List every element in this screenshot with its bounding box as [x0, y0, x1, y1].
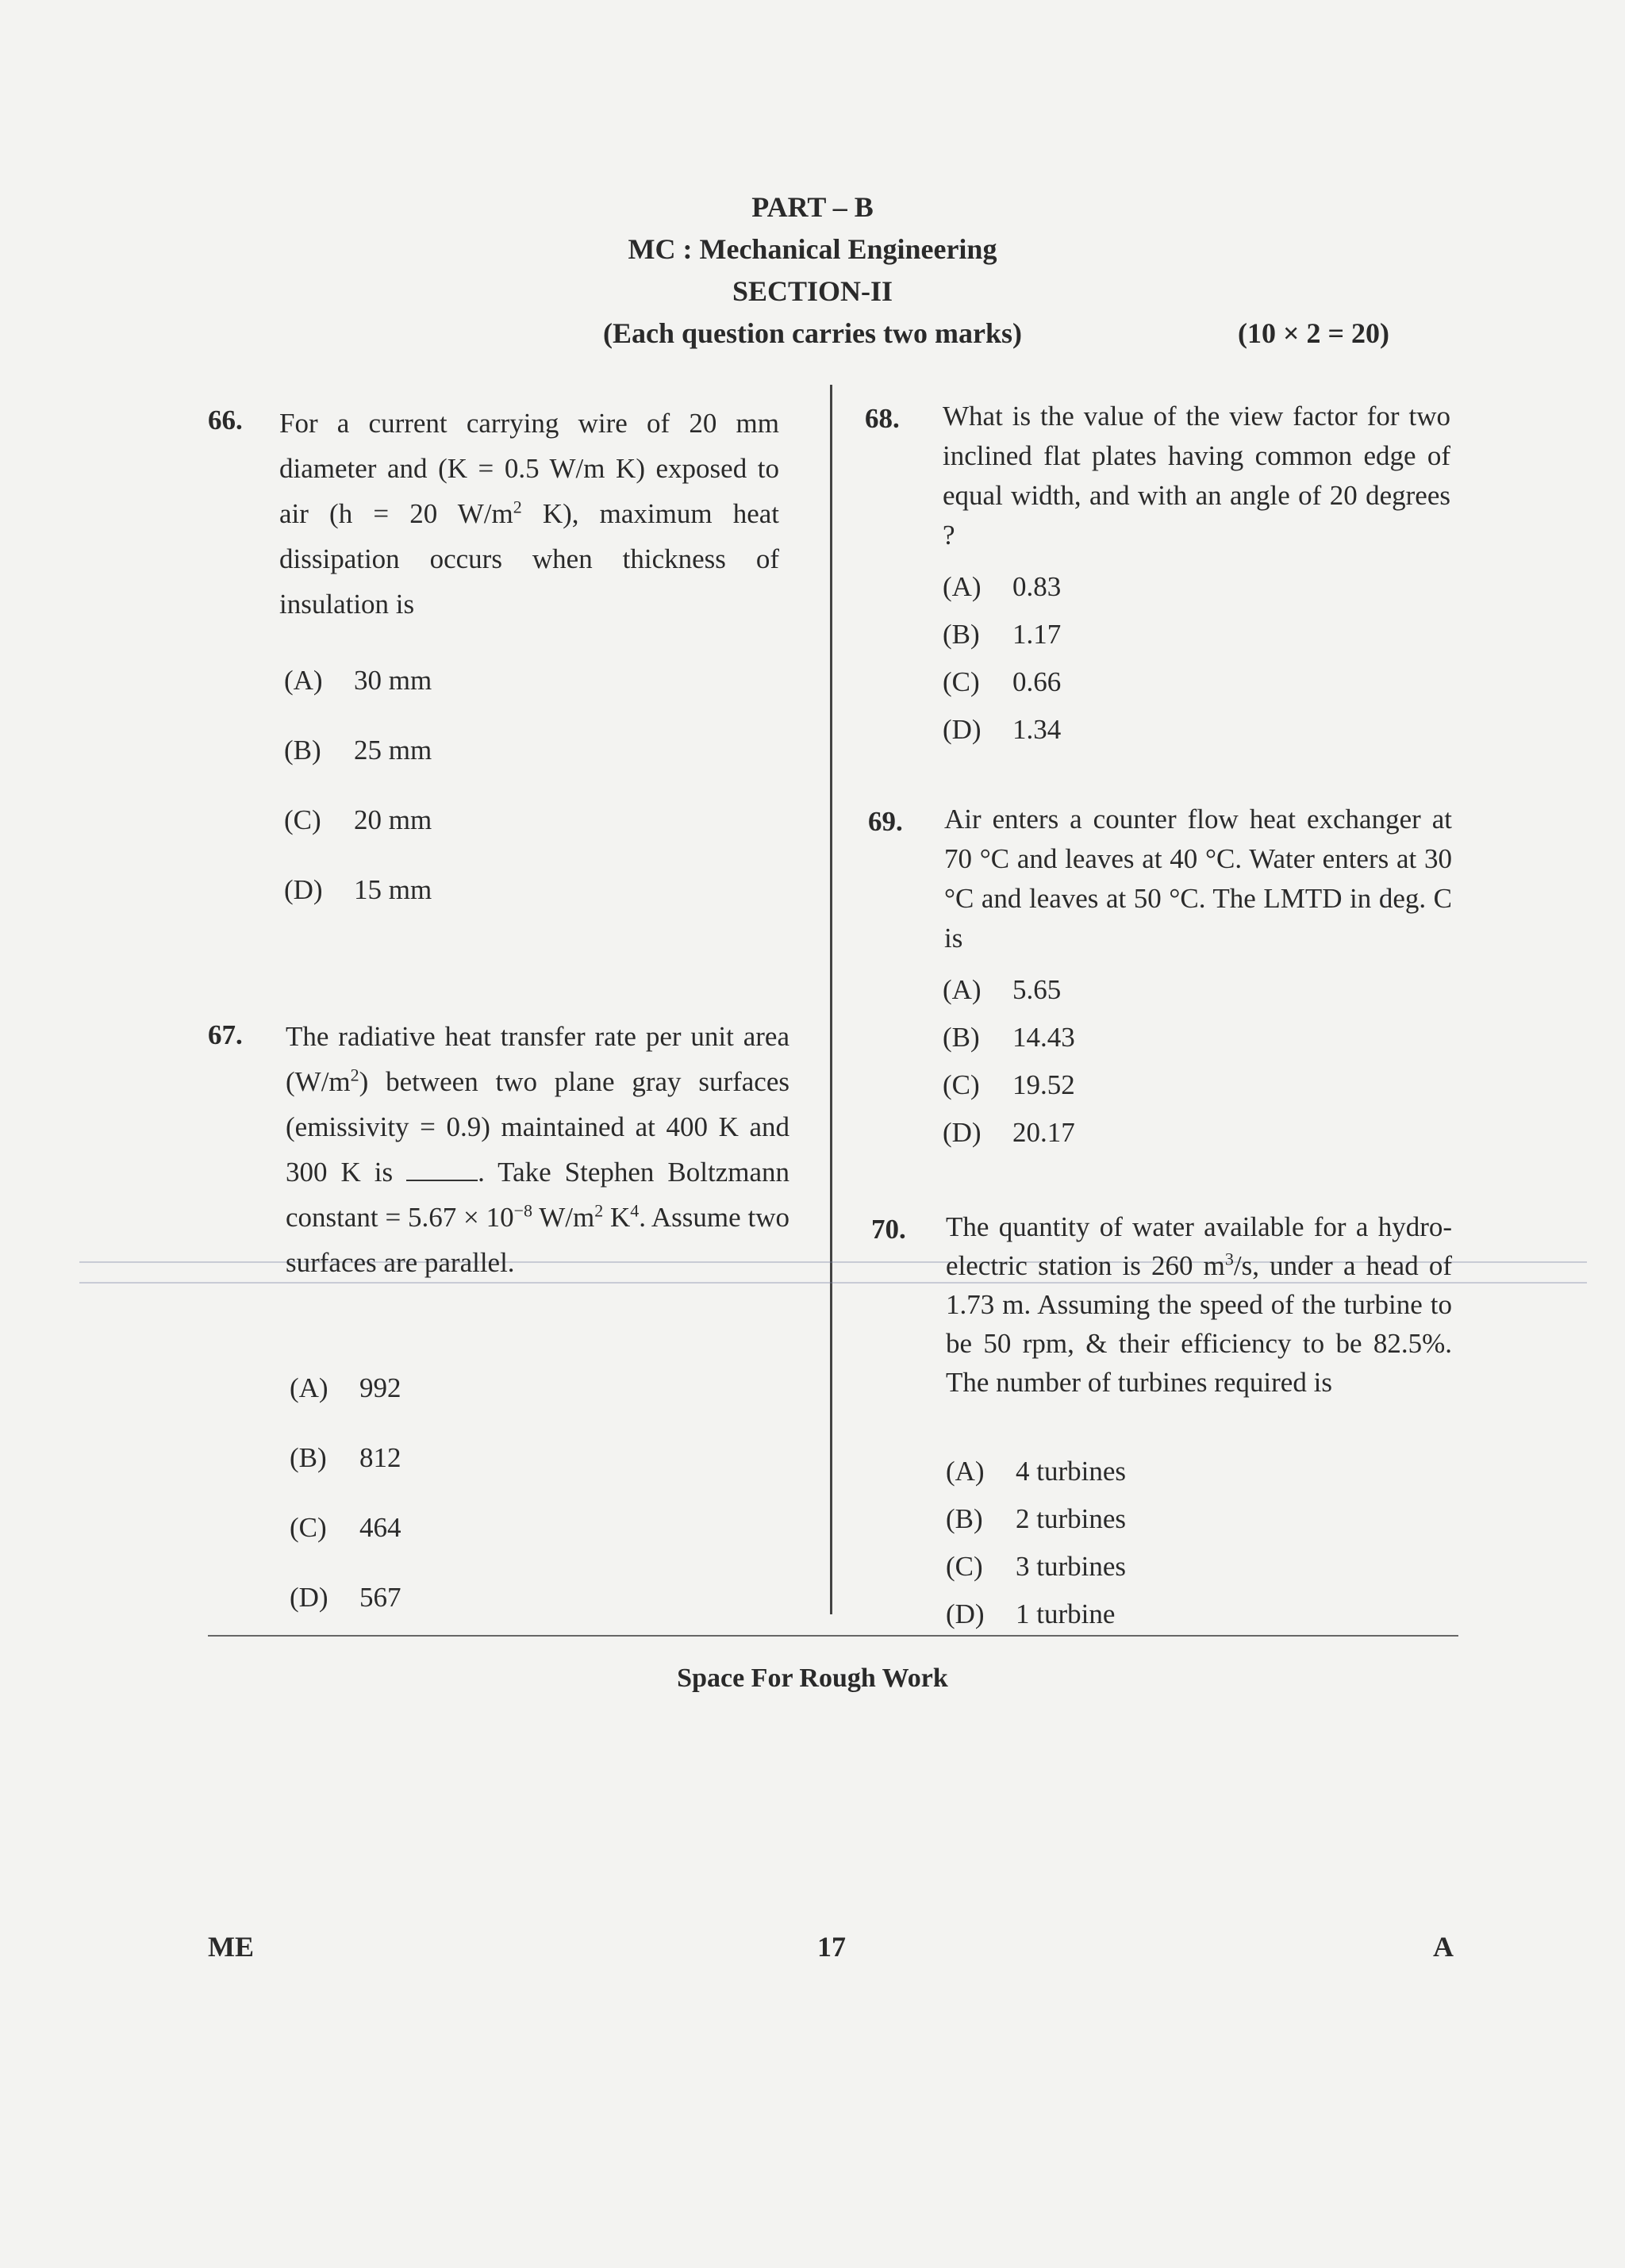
marks-instruction: (Each question carries two marks) — [603, 317, 1022, 349]
option-d[interactable]: (D) 15 mm — [284, 874, 432, 905]
series-code: A — [1433, 1931, 1454, 1963]
question-number: 66. — [208, 405, 243, 436]
option-d[interactable]: (D) 567 — [290, 1582, 401, 1613]
marks-total: (10 × 2 = 20) — [1238, 317, 1390, 349]
option-a[interactable]: (A) 0.83 — [943, 571, 1062, 602]
option-b[interactable]: (B) 1.17 — [943, 619, 1062, 650]
option-a[interactable]: (A) 4 turbines — [946, 1456, 1127, 1487]
option-b[interactable]: (B) 25 mm — [284, 735, 432, 766]
option-c[interactable]: (C) 19.52 — [943, 1069, 1075, 1100]
section-heading: SECTION-II — [732, 275, 893, 307]
question-66-text: For a current carrying wire of 20 mm diameter and (K = 0.5 W/m K) exposed to air (h = 20 $W/m^2$ K), maximum heat dissipation occurs when thickness of insulation is — [279, 408, 779, 620]
paper-code: ME — [208, 1931, 254, 1963]
option-a[interactable]: (A) 30 mm — [284, 665, 432, 696]
question-70-text: The quantity of water available for a hydro-electric station is 260 $m^3/s$, under a head of 1.73 m. Assuming the speed of the turbine to be 50 rpm, & their efficiency to be 82.5%. The number of turbines required is — [946, 1211, 1452, 1398]
rough-work-label: Space For Rough Work — [677, 1664, 948, 1693]
option-b[interactable]: (B) 14.43 — [943, 1022, 1075, 1053]
answer-blank — [406, 1157, 478, 1181]
option-c[interactable]: (C) 0.66 — [943, 666, 1062, 697]
question-67-text: The radiative heat transfer rate per unit area $(W/m^2)$ between two plane gray surfaces (emissivity = 0.9) maintained at 400 K and 300 K is . Take Stephen Boltzmann constant = $5.67 \times 10^{-8}$ $W/m^2$ $K^4$. Assume two surfaces are parallel. — [286, 1021, 789, 1278]
option-b[interactable]: (B) 812 — [290, 1442, 401, 1473]
option-d[interactable]: (D) 1 turbine — [946, 1598, 1116, 1629]
option-b[interactable]: (B) 2 turbines — [946, 1503, 1127, 1534]
option-c[interactable]: (C) 3 turbines — [946, 1551, 1127, 1582]
question-number: 68. — [865, 403, 900, 434]
question-number: 67. — [208, 1019, 243, 1050]
question-number: 70. — [871, 1214, 906, 1245]
question-number: 69. — [868, 806, 903, 837]
column-divider — [830, 385, 832, 1614]
option-d[interactable]: (D) 1.34 — [943, 714, 1062, 745]
option-a[interactable]: (A) 5.65 — [943, 974, 1062, 1005]
page-number: 17 — [817, 1931, 846, 1963]
option-a[interactable]: (A) 992 — [290, 1372, 401, 1403]
question-68-text: What is the value of the view factor for two inclined flat plates having common edge of equal width, and with an angle of 20 degrees ? — [943, 401, 1450, 551]
subject-heading: MC : Mechanical Engineering — [628, 233, 997, 265]
part-heading: PART – B — [751, 191, 874, 223]
option-c[interactable]: (C) 464 — [290, 1512, 401, 1543]
question-69-text: Air enters a counter flow heat exchanger at 70 °C and leaves at 40 °C. Water enters at 30 °C and leaves at 50 °C. The LMTD in deg. C is — [944, 804, 1452, 954]
rough-work-divider — [208, 1635, 1458, 1637]
option-c[interactable]: (C) 20 mm — [284, 804, 432, 835]
option-d[interactable]: (D) 20.17 — [943, 1117, 1075, 1148]
